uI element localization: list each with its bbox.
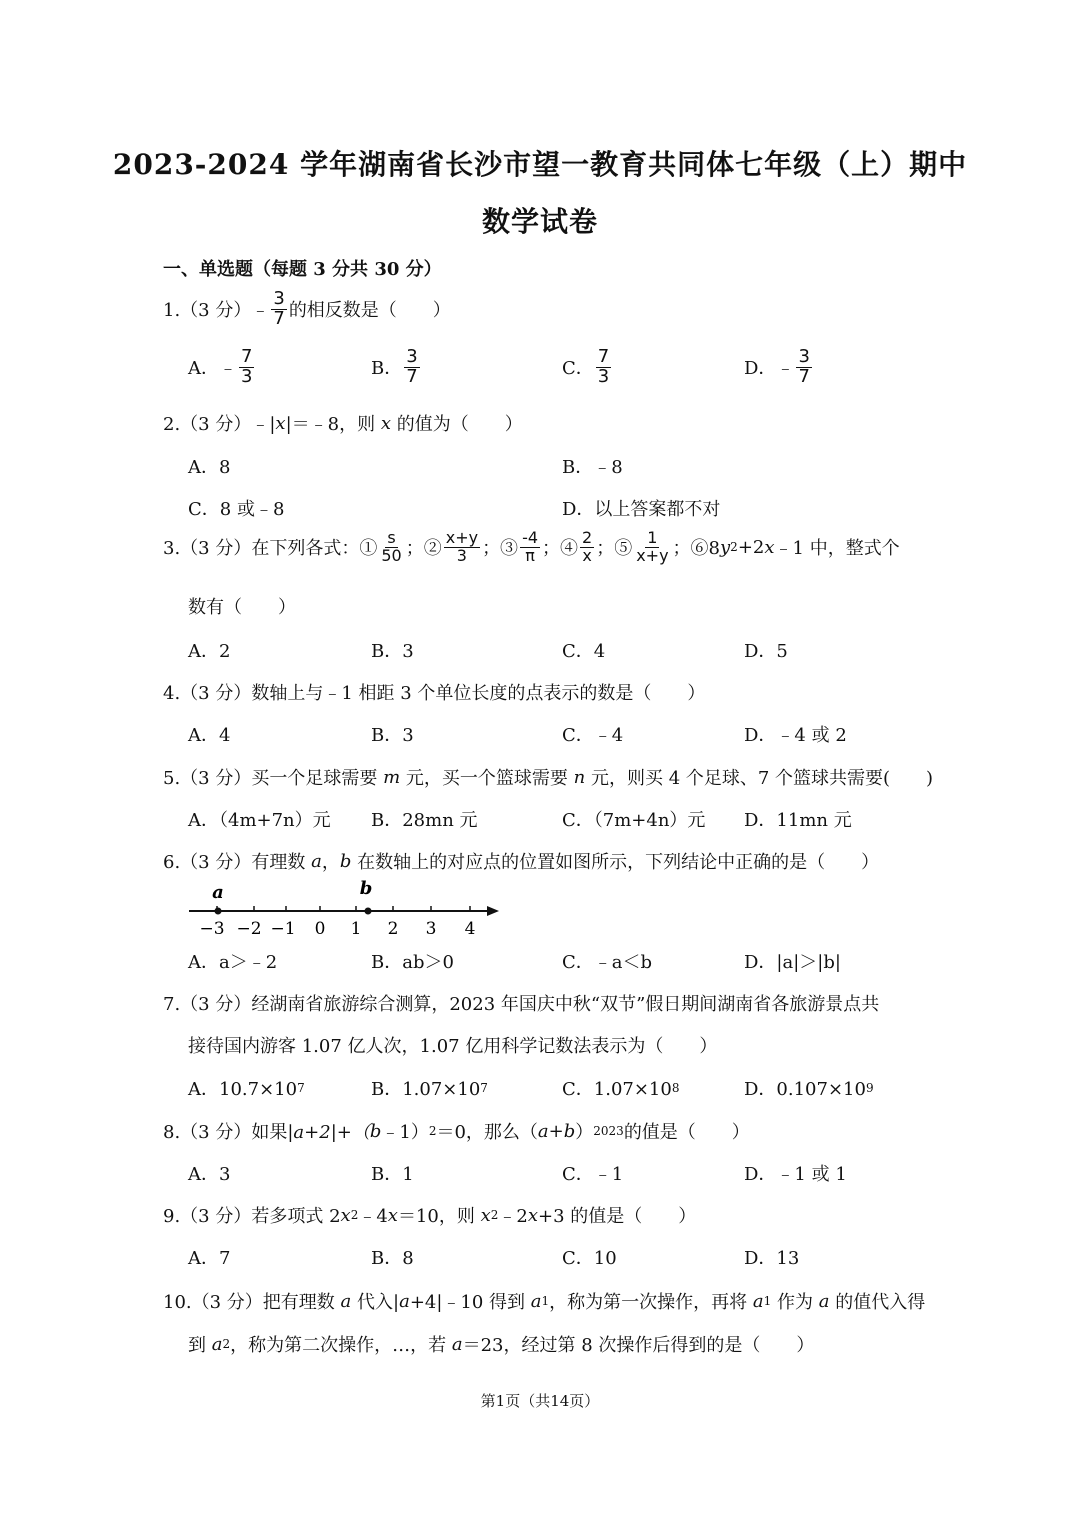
q1-opt-d-label: D．﹣	[744, 358, 795, 380]
q1-opt-b-den: 7	[406, 365, 418, 387]
q10-l2f: ＝23，经过第 8 次操作后得到的是（ ）	[462, 1335, 815, 1356]
q3-f4-den: x	[582, 545, 592, 565]
q1-opt-b-label: B．	[371, 358, 403, 380]
point-b-label: b	[359, 880, 373, 899]
q6-va: a	[311, 850, 322, 872]
q8-t1: 8.（3 分）如果|	[163, 1122, 294, 1143]
q9-t1: 9.（3 分）若多项式 2	[163, 1206, 341, 1227]
q6-option-a: A．a＞﹣2	[188, 952, 278, 973]
q9-option-a: A．7	[188, 1248, 231, 1269]
q6-t2: 在数轴上的对应点的位置如图所示，下列结论中正确的是（ ）	[357, 852, 880, 873]
q3-m5: ；⑤	[596, 538, 633, 560]
q2-option-b: B．﹣8	[562, 457, 623, 478]
q6-option-b: B．ab＞0	[371, 952, 454, 973]
q7-option-d: D．0.107×10 9	[744, 1075, 874, 1101]
q3-m4: ；④	[542, 538, 579, 560]
q1-opt-d-num: 3	[798, 346, 810, 367]
q7-opt-c-base: C．1.07×10	[562, 1079, 672, 1100]
q7-opt-b-base: B．1.07×10	[371, 1079, 481, 1100]
q1-opt-d-den: 7	[798, 365, 810, 387]
q7-option-a: A．10.7×10 7	[188, 1075, 305, 1101]
question-7-line2: 接待国内游客 1.07 亿人次，1.07 亿用科学记数法表示为（ ）	[188, 1036, 718, 1057]
question-10-line2: 到 a 2 ，称为第二次操作，…，若 a ＝23，经过第 8 次操作后得到的是（ ）	[188, 1331, 814, 1357]
q6-option-c: C．﹣a＜b	[562, 952, 653, 973]
q3-f3-num: -4	[522, 528, 539, 547]
q7-option-c: C．1.07×10 8	[562, 1075, 679, 1101]
q1-opt-a-label: A．﹣	[188, 358, 237, 380]
question-10-line1: 10.（3 分）把有理数 a 代入| a +4|﹣10 得到 a 1 ，称为第一次操作，再将 a 1 作为 a 的值代入得	[163, 1288, 925, 1314]
q6-option-d: D．|a|＞|b|	[744, 952, 841, 973]
q9-t5: +3 的值是（ ）	[537, 1206, 697, 1227]
q8-t3: b	[369, 1120, 382, 1142]
exam-title-line2: 数学试卷	[481, 205, 598, 238]
q6-vb: b	[339, 850, 352, 872]
q10-l1b: a	[340, 1290, 352, 1312]
q10-l1l: a	[818, 1290, 830, 1312]
q3-frac5	[634, 530, 670, 565]
q6-t1: 6.（3 分）有理数	[163, 852, 306, 873]
q2-option-a: A．8	[188, 457, 231, 478]
q3-option-d: D．5	[744, 641, 788, 662]
number-line-figure	[185, 880, 505, 942]
question-2	[163, 410, 523, 436]
q1-opt-c-num: 7	[597, 346, 610, 367]
exam-title-line1: 2023-2024 学年湖南省长沙市望一教育共同体七年级（上）期中	[112, 148, 968, 181]
number-line-arrow	[487, 906, 499, 916]
q2-option-d: D．以上答案都不对	[562, 499, 721, 520]
q5-t3: 元，则买 4 个足球、7 个篮球共需要( )	[590, 768, 934, 789]
q1-opt-a-frac	[239, 348, 254, 387]
q1-option-a	[188, 348, 256, 387]
tick-label: 1	[350, 919, 362, 939]
q9-x2: x	[387, 1204, 398, 1226]
tick-label: −1	[270, 919, 296, 939]
q7-opt-d-base: D．0.107×10	[744, 1079, 866, 1100]
q1-opt-b-num: 3	[406, 346, 418, 367]
q10-l1k: 作为	[777, 1292, 814, 1313]
question-5	[163, 764, 933, 790]
q1-opt-a-num: 7	[241, 346, 253, 367]
q7-option-b: B．1.07×10 7	[371, 1075, 488, 1101]
q3-intro: 3.（3 分）在下列各式：①	[163, 538, 378, 560]
q1-frac-den: 7	[273, 307, 285, 329]
q9-option-c: C．10	[562, 1248, 617, 1269]
q3-f2-den: 3	[456, 545, 467, 565]
q2-text2: |＝﹣8，则	[285, 414, 376, 435]
q8-t2: a+2|+（	[293, 1122, 370, 1143]
q6-sep: ，	[321, 852, 340, 873]
q10-l1i: a	[752, 1290, 764, 1312]
question-8: 8.（3 分）如果| a+2|+（ b ﹣1） 2 ＝0，那么（ a+b ） 2023 的值是（ ）	[163, 1118, 750, 1144]
q3-expr-rest: +2	[737, 536, 765, 558]
q9-t4: ﹣2	[498, 1206, 528, 1227]
q1-fraction	[271, 290, 286, 329]
q5-v2: n	[573, 766, 586, 788]
q5-t2: 元，买一个篮球需要	[405, 768, 568, 789]
q1-opt-c-den: 3	[597, 365, 610, 387]
q3-m6: ；⑥8	[672, 538, 720, 560]
q9-option-b: B．8	[371, 1248, 414, 1269]
point-a-label: a	[212, 882, 224, 903]
q10-l1e: +4|﹣10 得到	[409, 1292, 526, 1313]
q4-option-b: B．3	[371, 725, 414, 746]
q10-l1d: a	[399, 1290, 410, 1312]
question-1	[163, 290, 451, 329]
q9-x4: x	[527, 1204, 538, 1226]
q8-t7: ）	[575, 1122, 594, 1143]
q8-option-b: B．1	[371, 1164, 414, 1185]
q9-x3: x	[480, 1204, 491, 1226]
point-b-dot	[365, 908, 372, 915]
q5-option-b: B．28mn 元	[371, 810, 478, 831]
q3-frac1	[379, 530, 403, 565]
q1-suffix: 的相反数是（ ）	[288, 300, 451, 322]
question-6	[163, 848, 879, 874]
q10-l2a: 到	[188, 1335, 206, 1356]
tick-label: 2	[387, 919, 399, 939]
q8-option-d: D．﹣1 或 1	[744, 1164, 847, 1185]
q3-line2: 数有（ ）	[188, 597, 296, 618]
q3-frac3	[520, 530, 540, 565]
q3-option-a: A．2	[188, 641, 231, 662]
q5-option-a: A．（4m+7n）元	[188, 810, 331, 831]
q10-l2d: ，称为第二次操作，…，若	[230, 1335, 447, 1356]
q9-t3: ＝10，则	[397, 1206, 475, 1227]
q10-l2b: a	[211, 1333, 223, 1355]
q1-opt-b-frac	[404, 348, 419, 387]
q3-f5-den: x+y	[636, 545, 669, 565]
q9-t2: ﹣4	[358, 1206, 388, 1227]
point-a-dot	[215, 908, 222, 915]
q3-f2-num: x+y	[445, 528, 479, 547]
q1-opt-c-frac	[596, 348, 611, 387]
q10-l1m: 的值代入得	[835, 1292, 926, 1313]
question-7-line1: 7.（3 分）经湖南省旅游综合测算，2023 年国庆中秋“双节”假日期间湖南省各旅游景点共	[163, 994, 880, 1015]
tick-label: 3	[425, 919, 437, 939]
question-4: 4.（3 分）数轴上与﹣1 相距 3 个单位长度的点表示的数是（ ）	[163, 683, 706, 704]
q4-option-d: D．﹣4 或 2	[744, 725, 847, 746]
q1-option-c	[562, 348, 613, 387]
q3-m2: ；②	[405, 538, 442, 560]
q9-option-d: D．13	[744, 1248, 800, 1269]
q5-option-c: C．（7m+4n）元	[562, 810, 706, 831]
q2-text1: 2.（3 分）﹣|	[163, 414, 276, 435]
question-3: 3.（3 分）在下列各式：① $\frac{s}{50}$ ；② $\frac{x+y}{3}$ ；③ $\frac{-4}{\pi}$ ；④ $\frac{2}{x}$ ；⑤ $\frac{1}{x+y}$ ；⑥8 y 2 +2 x ﹣1 中，整式个	[163, 528, 900, 565]
q3-tail: ﹣1 中，整式个	[774, 538, 900, 560]
number-line-tick-labels	[199, 919, 475, 939]
q5-v1: m	[383, 766, 401, 788]
q3-f5-num: 1	[647, 528, 658, 547]
q4-option-a: A．4	[188, 725, 231, 746]
q2-text3: 的值为（ ）	[396, 414, 523, 435]
q2-var-2: x	[380, 412, 391, 434]
q10-l1f: a	[530, 1290, 542, 1312]
q1-option-d	[744, 348, 814, 387]
q3-expr-x: x	[764, 536, 775, 558]
q3-frac4	[580, 530, 594, 565]
question-9: 9.（3 分）若多项式 2 x 2 ﹣4 x ＝10，则 x 2 ﹣2 x +3 的值是（ ）	[163, 1202, 696, 1228]
tick-label: −2	[236, 919, 262, 939]
q1-frac-num: 3	[273, 288, 285, 309]
q8-option-a: A．3	[188, 1164, 231, 1185]
q1-prefix: 1.（3 分）﹣	[163, 300, 270, 322]
q3-frac2	[444, 530, 480, 565]
q7-opt-a-base: A．10.7×10	[188, 1079, 298, 1100]
q8-t4: ﹣1）	[381, 1122, 429, 1143]
q2-option-c: C．8 或﹣8	[188, 499, 285, 520]
q2-var: x	[275, 412, 286, 434]
section-heading: 一、单选题（每题 3 分共 30 分）	[163, 259, 442, 280]
q1-option-b	[371, 348, 422, 387]
q3-expr-y: y	[720, 536, 731, 558]
q8-t6: a+b	[537, 1120, 576, 1142]
q8-option-c: C．﹣1	[562, 1164, 624, 1185]
q3-f1-den: 50	[381, 545, 402, 565]
q5-option-d: D．11mn 元	[744, 810, 852, 831]
q1-opt-a-den: 3	[241, 365, 253, 387]
q8-t8: 的值是（ ）	[623, 1122, 750, 1143]
q1-opt-c-label: C．	[562, 358, 594, 380]
q9-x1: x	[340, 1204, 351, 1226]
q10-l1c: 代入|	[357, 1292, 400, 1313]
q10-l1h: ，称为第一次操作，再将	[549, 1292, 748, 1313]
q8-t5: ＝0，那么（	[436, 1122, 538, 1143]
page-footer: 第1页（共14页）	[480, 1392, 600, 1410]
tick-label: 4	[464, 919, 476, 939]
q1-opt-d-frac	[796, 348, 811, 387]
q4-option-c: C．﹣4	[562, 725, 624, 746]
q3-f4-num: 2	[582, 528, 593, 547]
q5-t1: 5.（3 分）买一个足球需要	[163, 768, 378, 789]
q10-l2e: a	[451, 1333, 463, 1355]
tick-label: −3	[199, 919, 225, 939]
q3-option-b: B．3	[371, 641, 414, 662]
q3-option-c: C．4	[562, 641, 606, 662]
q10-l1a: 10.（3 分）把有理数	[163, 1292, 335, 1313]
q3-f1-num: s	[387, 528, 396, 547]
q3-f3-den: π	[525, 545, 535, 565]
q3-m3: ；③	[482, 538, 519, 560]
tick-label: 0	[314, 919, 326, 939]
